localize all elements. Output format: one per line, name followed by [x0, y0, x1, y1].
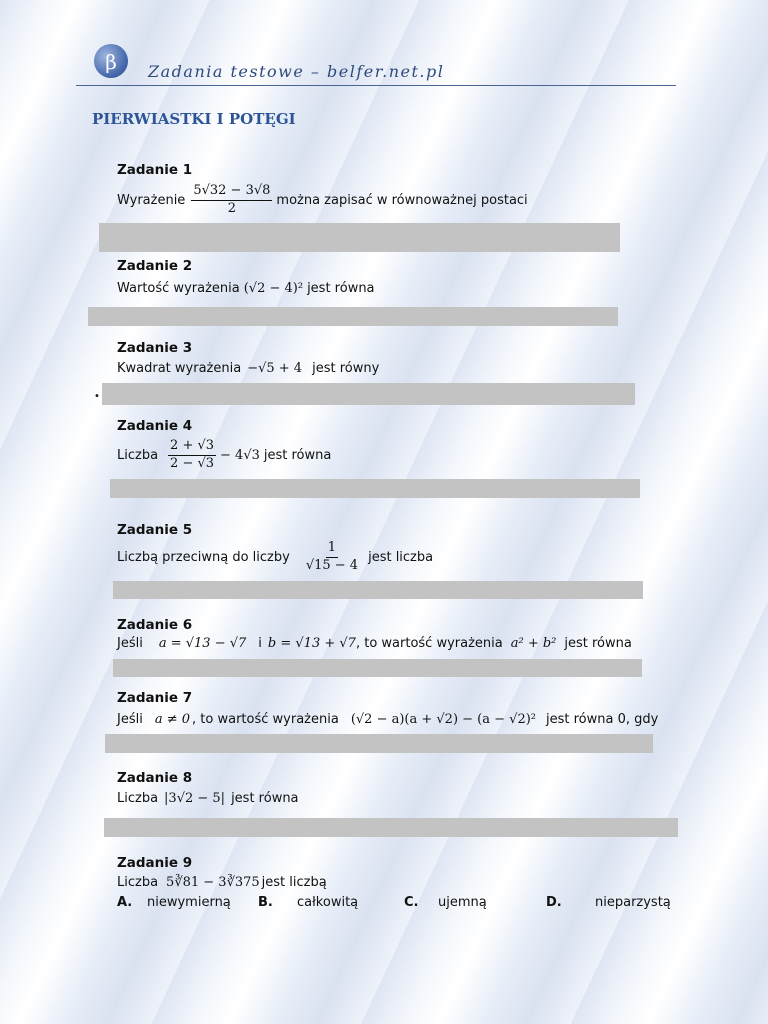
task-5-title: Zadanie 5 — [117, 522, 193, 538]
task-5-content — [117, 540, 433, 575]
task-3-text-before: Kwadrat wyrażenia — [117, 361, 242, 376]
answer-b-text: całkowitą — [297, 895, 359, 910]
task-8-expression: |3√2 − 5| — [164, 791, 226, 806]
answer-d-label: D. — [546, 895, 562, 910]
task-4-text-after: jest równa — [263, 447, 332, 463]
task-7-content — [117, 712, 658, 727]
task-6-content — [117, 636, 632, 651]
task-8-answer-bar — [104, 818, 678, 837]
task-8-text-before: Liczba — [117, 791, 159, 806]
task-5-fraction — [304, 540, 360, 575]
task-4-title: Zadanie 4 — [117, 418, 193, 434]
task-1-expression — [191, 183, 272, 218]
task-5-text-after: jest liczba — [368, 549, 434, 565]
task-4-numerator: 2 + √3 — [168, 438, 216, 456]
answer-c-text: ujemną — [438, 895, 487, 910]
task-2-title: Zadanie 2 — [117, 258, 193, 274]
answer-a-label: A. — [117, 895, 133, 910]
task-9-content — [117, 875, 327, 890]
task-4-expression-rest: − 4√3 — [220, 447, 260, 463]
task-3-title: Zadanie 3 — [117, 340, 193, 356]
task-5-answer-bar — [113, 581, 643, 599]
task-4-fraction — [168, 438, 216, 473]
task-8-text-after: jest równa — [231, 791, 299, 806]
task-6-conjunction: i — [258, 636, 262, 651]
task-6-text-after: jest równa — [564, 636, 632, 651]
task-6-answer-bar — [113, 659, 642, 677]
task-5-text-before: Liczbą przeciwną do liczby — [117, 549, 290, 565]
answer-a-text: niewymierną — [147, 895, 231, 910]
task-8-title: Zadanie 8 — [117, 770, 193, 786]
task-3-answer-bar — [102, 383, 635, 405]
task-6-expression-sum: a² + b² — [510, 636, 557, 651]
task-3-text-after: jest równy — [312, 361, 380, 376]
task-6-expression-a: a = √13 − √7 — [158, 636, 247, 651]
task-7-answer-bar — [105, 734, 653, 753]
task-9-title: Zadanie 9 — [117, 855, 193, 871]
task-2-content — [117, 281, 375, 296]
belfer-logo: β — [94, 44, 128, 78]
task-7-text-before: Jeśli — [117, 712, 143, 727]
task-5-numerator: 1 — [326, 540, 338, 558]
task-9-text-before: Liczba — [117, 875, 159, 890]
task-1-numerator: 5√32 − 3√8 — [191, 183, 272, 201]
task-6-text-before: Jeśli — [117, 636, 143, 651]
answer-b-label: B. — [258, 895, 273, 910]
task-6-text-mid: , to wartość wyrażenia — [355, 636, 503, 651]
task-2-expression: (√2 − 4)² — [243, 281, 304, 296]
task-7-condition: a ≠ 0 — [154, 712, 191, 727]
task-6-expression-b: b = √13 + √7 — [267, 636, 356, 651]
task-1-text-after: można zapisać w równoważnej postaci — [276, 192, 528, 208]
task-7-text-mid: , to wartość wyrażenia — [192, 712, 339, 727]
task-7-text-after: jest równa 0, gdy — [546, 712, 659, 727]
task-2-text-after: jest równa — [307, 281, 375, 296]
task-7-title: Zadanie 7 — [117, 690, 193, 706]
task-9-text-after: jest liczbą — [261, 875, 327, 890]
task-1-title: Zadanie 1 — [117, 162, 193, 178]
answer-d-text: nieparzystą — [595, 895, 671, 910]
header-title: Zadania testowe – belfer.net.pl — [148, 62, 445, 81]
page-title: PIERWIASTKI I POTĘGI — [92, 110, 296, 128]
task-8-content — [117, 791, 299, 806]
speck: • — [94, 391, 100, 402]
task-1-denominator: 2 — [227, 200, 236, 216]
task-3-content — [117, 361, 379, 376]
task-4-denominator: 2 − √3 — [170, 455, 215, 471]
task-1-answer-bar — [99, 223, 620, 252]
task-6-title: Zadanie 6 — [117, 617, 193, 633]
task-4-text-before: Liczba — [117, 447, 159, 463]
answer-c-label: C. — [404, 895, 419, 910]
task-4-answer-bar — [110, 479, 640, 498]
task-2-text-before: Wartość wyrażenia — [117, 281, 240, 296]
task-9-expression: 5∛81 − 3∛375 — [166, 875, 260, 890]
task-7-expression: (√2 − a)(a + √2) − (a − √2)² — [350, 712, 536, 727]
task-2-answer-bar — [88, 307, 618, 326]
header-divider — [76, 85, 676, 86]
task-1-content — [117, 183, 528, 218]
task-5-denominator: √15 − 4 — [305, 557, 359, 573]
task-1-text-before: Wyrażenie — [117, 192, 186, 208]
task-4-content — [117, 438, 331, 473]
task-3-expression: −√5 + 4 — [247, 361, 303, 376]
